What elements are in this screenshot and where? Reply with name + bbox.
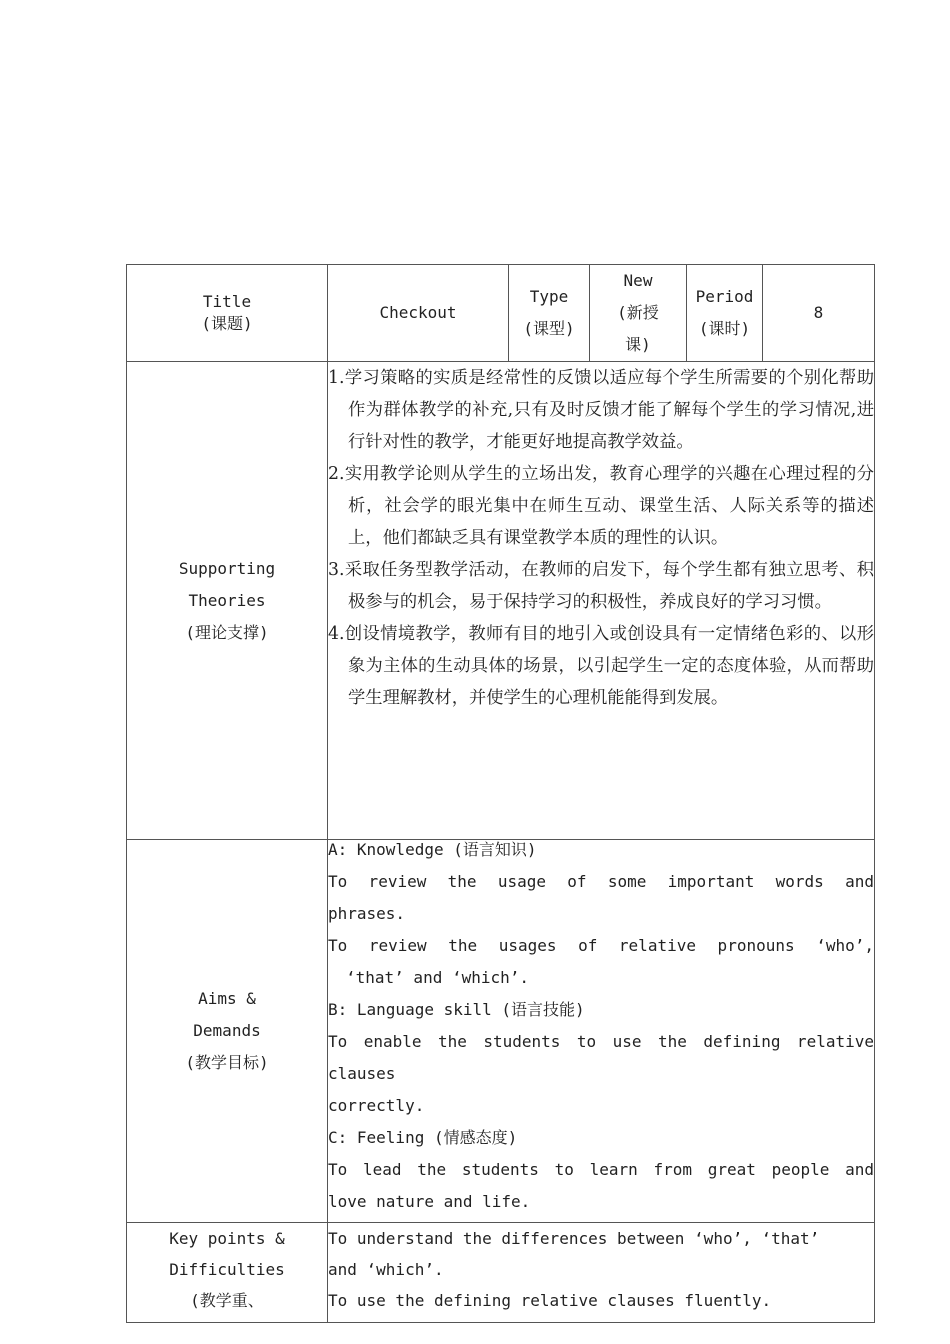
- key-points-content: [328, 1223, 875, 1323]
- lesson-plan-table: [126, 264, 875, 1323]
- aims-a-line3: To review the usages of relative pronouns ‘who’,: [328, 936, 874, 955]
- aims-b-line1: To enable the students to use the defining relative: [328, 1032, 874, 1051]
- aims-label-cell: [127, 840, 328, 1223]
- aims-a-heading: A: Knowledge (语言知识): [328, 840, 537, 859]
- title-label-cell: [127, 265, 328, 362]
- aims-label-line1: Aims &: [198, 989, 256, 1008]
- aims-a-line1: To review the usage of some important words and: [328, 872, 874, 891]
- aims-content: [328, 840, 875, 1223]
- title-label-cn: (课题): [201, 314, 253, 333]
- key-points-line2: and ‘which’.: [328, 1260, 444, 1279]
- key-points-label-line3: (教学重、: [190, 1291, 264, 1310]
- key-points-label-line2: Difficulties: [169, 1260, 285, 1279]
- aims-a-line4: ‘that’ and ‘which’.: [346, 968, 530, 987]
- supporting-theories-content: [328, 362, 875, 840]
- type-value-cell: [590, 265, 687, 362]
- theory-item-1: 1.学习策略的实质是经常性的反馈以适应每个学生所需要的个别化帮助作为群体教学的补充,只有及时反馈才能了解每个学生的学习情况,进行针对性的教学，才能更好地提高教学效益。: [328, 368, 874, 452]
- period-label-cell: [687, 265, 763, 362]
- period-value: 8: [813, 303, 824, 322]
- supporting-theories-label-line2: Theories: [188, 590, 266, 610]
- aims-label-line3: (教学目标): [185, 1053, 269, 1072]
- aims-c-line2: love nature and life.: [328, 1192, 531, 1211]
- aims-b-line3: correctly.: [328, 1096, 425, 1115]
- supporting-theories-label-line3: (理论支撑): [185, 622, 269, 642]
- period-label-en: Period: [695, 287, 754, 306]
- title-value-cell: [328, 265, 509, 362]
- type-label-en: Type: [529, 287, 569, 306]
- key-points-line1: To understand the differences between ‘who’, ‘that’: [328, 1229, 820, 1248]
- type-value-line3: 课): [625, 335, 651, 354]
- supporting-theories-row: [127, 362, 875, 840]
- aims-a-line2: phrases.: [328, 904, 406, 923]
- supporting-theories-label-line1: Supporting: [178, 558, 276, 578]
- period-label-cn: (课时): [698, 319, 751, 338]
- key-points-label-line1: Key points &: [169, 1229, 285, 1248]
- aims-c-heading: C: Feeling (情感态度): [328, 1128, 518, 1147]
- key-points-row: [127, 1223, 875, 1323]
- type-label-cn: (课型): [523, 319, 575, 338]
- type-value-line2: (新授: [617, 303, 659, 322]
- title-label-en: Title: [202, 292, 252, 311]
- theory-item-3: 3.采取任务型教学活动，在教师的启发下，每个学生都有独立思考、积极参与的机会，易于保持学习的积极性，养成良好的学习习惯。: [328, 560, 874, 612]
- key-points-label-cell: [127, 1223, 328, 1323]
- aims-b-heading: B: Language skill (语言技能): [328, 1000, 585, 1019]
- header-row: [127, 265, 875, 362]
- period-value-cell: [763, 265, 875, 362]
- type-label-cell: [509, 265, 590, 362]
- aims-label-line2: Demands: [193, 1021, 261, 1040]
- supporting-theories-label-cell: [127, 362, 328, 840]
- title-value: Checkout: [379, 303, 457, 322]
- theory-item-4: 4.创设情境教学，教师有目的地引入或创设具有一定情绪色彩的、以形象为主体的生动具体的场景，以引起学生一定的态度体验，从而帮助学生理解教材，并使学生的心理机能能得到发展。: [328, 624, 874, 708]
- aims-c-line1: To lead the students to learn from great people and: [328, 1160, 874, 1179]
- aims-b-line2: clauses: [328, 1064, 396, 1083]
- aims-row: [127, 840, 875, 1223]
- theory-item-2: 2.实用教学论则从学生的立场出发，教育心理学的兴趣在心理过程的分析，社会学的眼光集中在师生互动、课堂生活、人际关系等的描述上，他们都缺乏具有课堂教学本质的理性的认识。: [328, 464, 874, 548]
- type-value-line1: New: [623, 271, 653, 290]
- key-points-line3: To use the defining relative clauses fluently.: [328, 1291, 772, 1310]
